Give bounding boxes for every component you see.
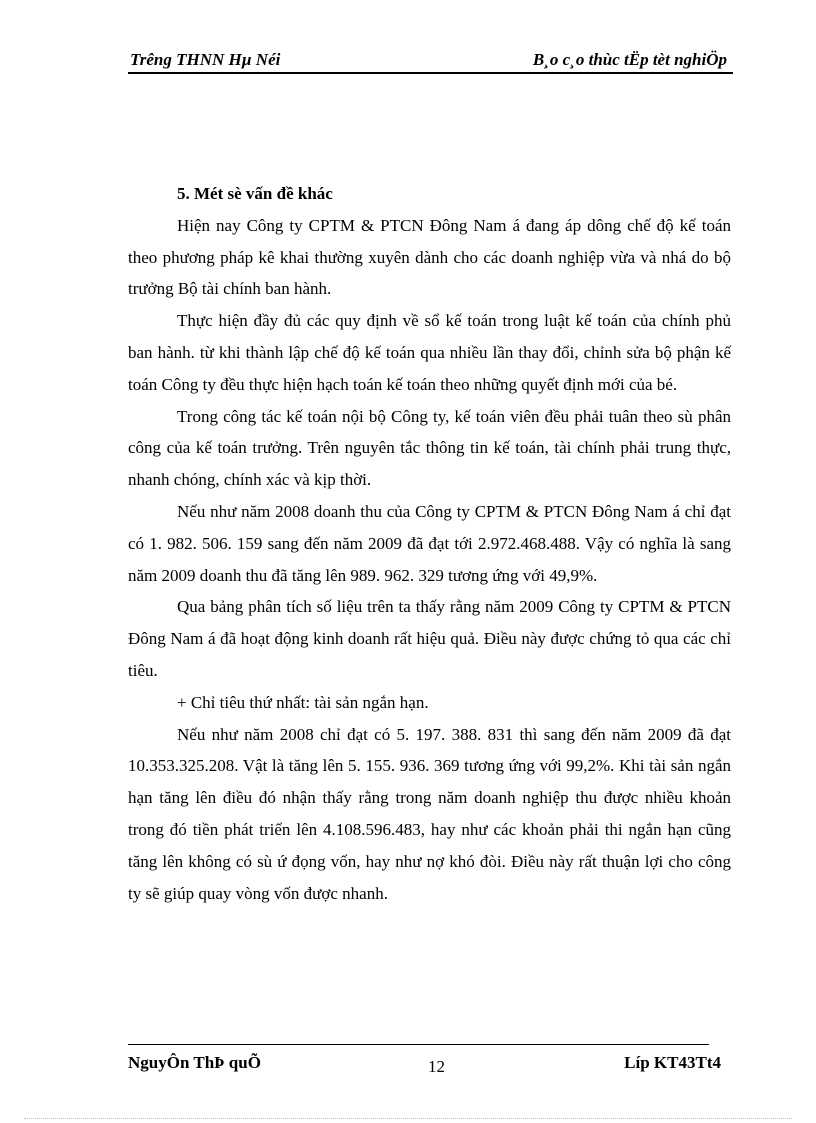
footer-author: NguyÔn ThÞ quÕ bbox=[128, 1053, 261, 1072]
header-report-title: B¸o c¸o thùc tËp tèt nghiÖp bbox=[532, 50, 727, 69]
page-footer bbox=[128, 1053, 721, 1077]
page-bottom-edge bbox=[24, 1118, 792, 1119]
section-heading: 5. Mét sè vấn đề khác bbox=[177, 184, 333, 203]
footer-divider bbox=[128, 1044, 709, 1045]
page-header bbox=[128, 48, 733, 74]
paragraph: Trong công tác kế toán nội bộ Công ty, kế toán viên đều phải tuân theo sù phân công của kế toán trưởng. Trên nguyên tắc thông tin kế toán, tài chính phải trung thực, nhanh chóng, chính xác và kịp thời. bbox=[128, 406, 731, 490]
paragraph: Nếu như năm 2008 doanh thu của Công ty CPTM & PTCN Đông Nam á chỉ đạt có 1. 982. 506. 159 sang đến năm 2009 đã đạt tới 2.972.468.488. Vậy có nghĩa là sang năm 2009 doanh thu đã tăng lên 989. 962. 329 tương ứng với 49,9%. bbox=[128, 501, 731, 585]
page-body bbox=[128, 178, 731, 909]
header-school: Trêng THNN Hµ Néi bbox=[130, 50, 281, 69]
paragraph: Thực hiện đầy đủ các quy định về sổ kế toán trong luật kế toán của chính phủ ban hành. từ khi thành lập chế độ kế toán qua nhiều lần thay đổi, chỉnh sửa bộ phận kế toán Công ty đều thực hiện hạch toán kế toán theo những quyết định mới của bé. bbox=[128, 311, 731, 394]
paragraph: + Chỉ tiêu thứ nhất: tài sản ngắn hạn. bbox=[177, 692, 429, 712]
footer-class: Líp KT43Tt4 bbox=[624, 1053, 721, 1072]
page-number: 12 bbox=[428, 1057, 445, 1076]
paragraph: Qua bảng phân tích số liệu trên ta thấy rằng năm 2009 Công ty CPTM & PTCN Đông Nam á đã hoạt động kinh doanh rất hiệu quả. Điều này được chứng tỏ qua các chỉ tiêu. bbox=[128, 597, 731, 680]
paragraph: Nếu như năm 2008 chỉ đạt có 5. 197. 388. 831 thì sang đến năm 2009 đã đạt 10.353.325.208. Vật là tăng lên 5. 155. 936. 369 tương ứng với 99,2%. Khi tài sản ngắn hạn tăng lên điều đó nhận thấy rằng trong năm doanh nghiệp thu được nhiều khoản trong đó tiền phát triển lên 4.108.596.483, hay như các khoản phải thi ngắn hạn cũng tăng lên không có sù ứ đọng vốn, hay như nợ khó đòi. Điều này rất thuận lợi cho công ty sẽ giúp quay vòng vốn được nhanh. bbox=[128, 724, 731, 903]
paragraph: Hiện nay Công ty CPTM & PTCN Đông Nam á đang áp dông chế độ kế toán theo phương pháp kê khai thường xuyên dành cho các doanh nghiệp vừa và nhá do bộ trưởng Bộ tài chính ban hành. bbox=[128, 215, 731, 299]
